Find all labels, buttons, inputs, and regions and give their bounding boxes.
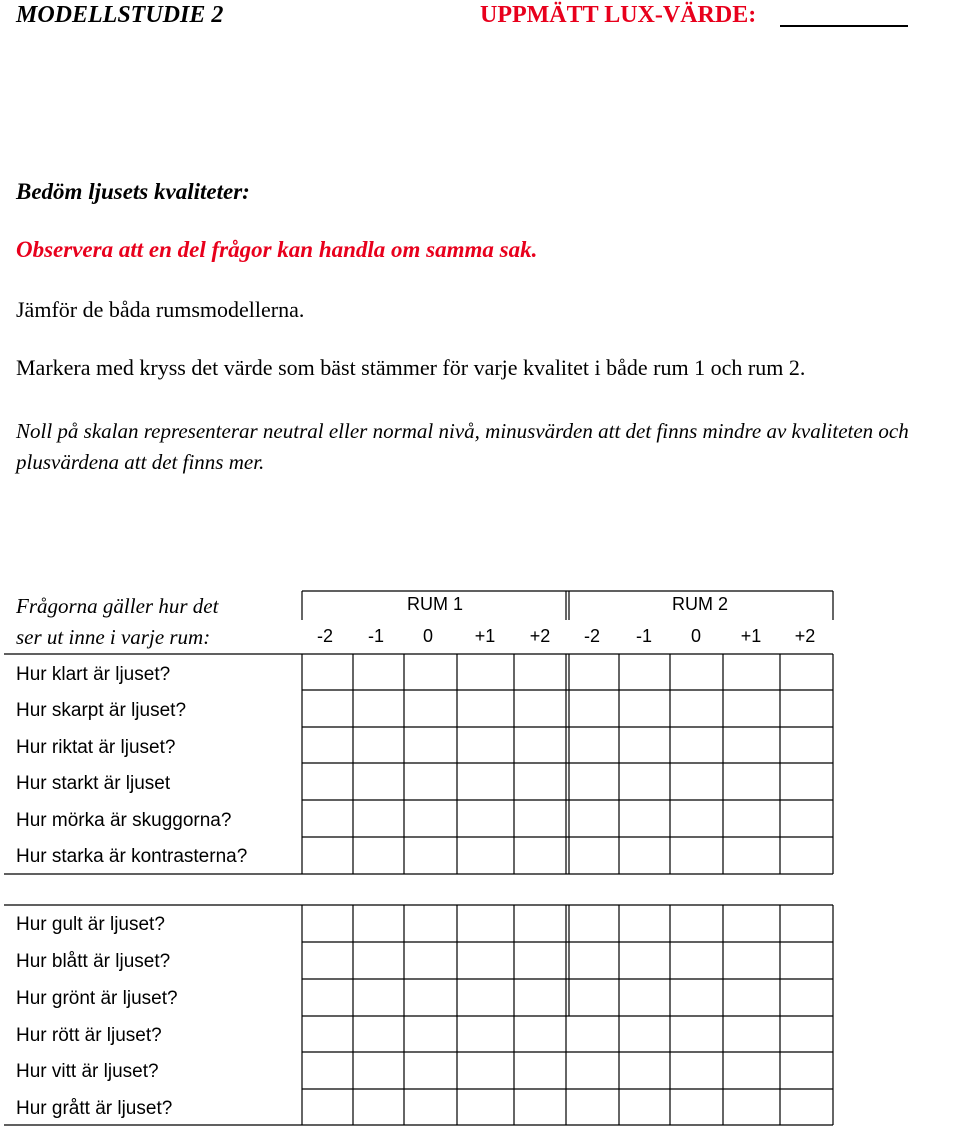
room-header: RUM 1 [406,594,464,614]
scale-label: +1 [474,626,496,646]
question-label: Hur skarpt är ljuset? [16,700,187,721]
questions-intro-line1: Frågorna gäller hur det [16,594,219,618]
question-label: Hur grått är ljuset? [16,1098,173,1119]
questions-intro-line2: ser ut inne i varje rum: [16,625,211,649]
scale-label: -1 [367,626,385,646]
page-title: MODELLSTUDIE 2 [16,2,224,28]
scale-label: -2 [316,626,334,646]
question-label: Hur klart är ljuset? [16,664,171,685]
question-label: Hur blått är ljuset? [16,951,171,972]
scale-label: +1 [740,626,762,646]
mark-instruction: Markera med kryss det värde som bäst stämmer för varje kvalitet i både rum 1 och rum 2. [16,355,806,380]
room-header: RUM 2 [671,594,729,614]
section-heading: Bedöm ljusets kvaliteter: [16,179,250,204]
observe-note: Observera att en del frågor kan handla om samma sak. [16,237,538,262]
question-label: Hur starkt är ljuset [16,773,171,794]
question-label: Hur rött är ljuset? [16,1025,162,1046]
compare-instruction: Jämför de båda rumsmodellerna. [16,297,305,322]
question-label: Hur gult är ljuset? [16,914,165,935]
question-label: Hur mörka är skuggorna? [16,810,232,831]
scale-label: 0 [690,626,702,646]
question-label: Hur riktat är ljuset? [16,737,176,758]
question-label: Hur grönt är ljuset? [16,988,178,1009]
scale-label: 0 [422,626,434,646]
scale-label: +2 [529,626,551,646]
scale-label: -1 [635,626,653,646]
scale-label: +2 [794,626,816,646]
lux-value-label: UPPMÄTT LUX-VÄRDE: [480,2,757,28]
question-label: Hur vitt är ljuset? [16,1061,159,1082]
scale-label: -2 [583,626,601,646]
scale-explanation: Noll på skalan representerar neutral eller normal nivå, minusvärden att det finns mindre av kvaliteten och plusvärdena att det finns mer. [16,419,909,474]
question-label: Hur starka är kontrasterna? [16,846,248,867]
